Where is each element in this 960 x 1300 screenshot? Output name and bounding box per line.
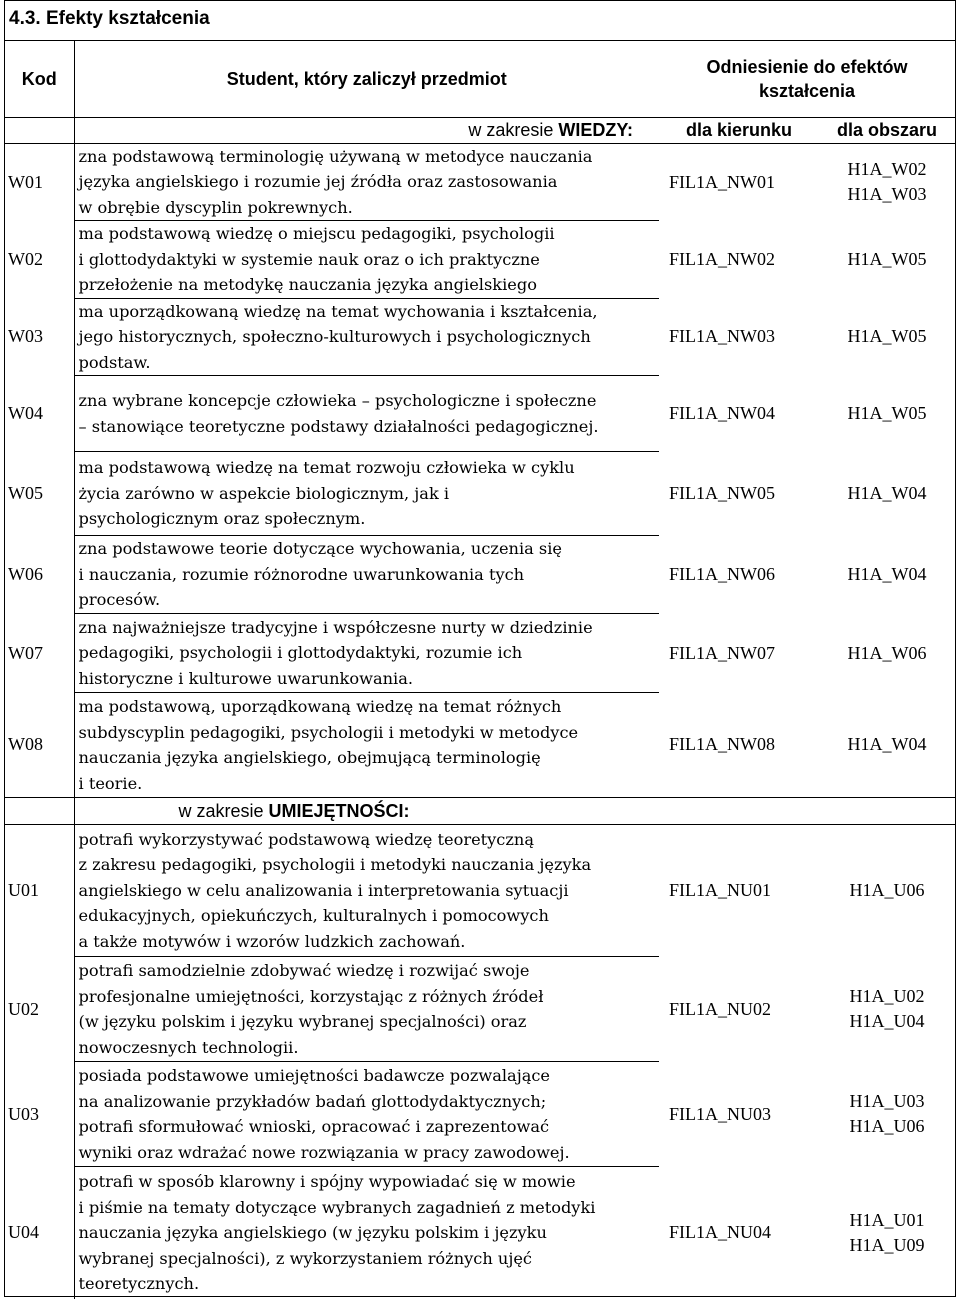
description-line: potrafi samodzielnie zdobywać wiedzę i rozwijać swoje [78,961,530,980]
reference-obszar [819,452,955,536]
description-line: teoretycznych. [78,1274,200,1293]
reference-kierunek: FIL1A_NU04 [669,1222,771,1242]
effects-document [4,0,956,1297]
reference-kierunek: FIL1A_NU01 [669,880,771,901]
obszar-code: H1A_U02 [849,986,925,1006]
header-code: Kod [5,41,74,117]
effect-description [74,1062,659,1167]
reference-obszar [819,957,955,1062]
knowledge-subheader-row [5,117,955,143]
obszar-code: H1A_U06 [849,1116,925,1136]
obszar-code: H1A_W05 [847,326,927,347]
effect-code: W01 [5,143,74,221]
header-reference-line1: Odniesienie do efektów [706,56,908,77]
knowledge-row [5,376,955,452]
knowledge-row [5,693,955,798]
reference-obszar [819,298,955,376]
reference-obszar [819,376,955,452]
description-line: przełożenie na metodykę nauczania języka angielskiego [78,275,537,294]
effect-code: U03 [5,1062,74,1167]
description-line: wybranej specjalności), z wykorzystaniem różnych ujęć [78,1248,533,1268]
knowledge-row [5,143,955,221]
description-line: procesów. [78,590,161,610]
effect-description [74,376,659,452]
reference-kierunek: FIL1A_NU02 [669,998,771,1019]
obszar-code: H1A_W02 [847,159,927,179]
description-line: i glottodydaktyki w systemie nauk oraz o ich praktyczne [78,249,540,269]
knowledge-subheader-code [5,117,74,143]
description-line: ma podstawową wiedzę o miejscu pedagogiki, psychologii [78,224,555,243]
reference-obszar [819,1167,955,1299]
effect-code: W03 [5,298,74,376]
reference-kierunek: FIL1A_NW07 [669,642,775,663]
description-line: ma podstawową, uporządkowaną wiedzę na temat różnych [78,697,562,716]
description-line: a także motywów i wzorów ludzkich zachowań. [78,931,466,951]
effect-description [74,614,659,693]
obszar-code: H1A_U01 [849,1209,925,1230]
effect-description [74,298,659,376]
description-line: posiada podstawowe umiejętności badawcze pozwalające [78,1066,551,1085]
description-line: subdyscyplin pedagogiki, psychologii i metodyki w metodyce [78,722,579,742]
description-line: i teorie. [78,773,143,793]
column-obszar: dla obszaru [819,117,955,143]
description-line: z zakresu pedagogiki, psychologii i metodyki nauczania języka [78,855,592,875]
obszar-code: H1A_U09 [849,1234,925,1255]
effect-description [74,221,659,299]
reference-kierunek: FIL1A_NW05 [669,483,775,503]
skills-subheader-row [5,798,955,825]
reference-kierunek: FIL1A_NW01 [669,171,775,192]
knowledge-row [5,614,955,693]
knowledge-row [5,221,955,299]
effect-code: U04 [5,1167,74,1299]
description-line: nauczania języka angielskiego (w języku polskim i języku [78,1223,547,1242]
description-line: profesjonalne umiejętności, korzystając z różnych źródeł [78,986,544,1006]
obszar-code: H1A_W05 [847,403,927,423]
reference-kierunek: FIL1A_NW06 [669,564,775,584]
reference-obszar [819,614,955,693]
description-line: psychologicznym oraz społecznym. [78,509,366,529]
description-line: jego historycznych, społeczno-kulturowych i psychologicznych [78,327,591,346]
obszar-code: H1A_W04 [847,734,927,755]
header-student: Student, który zaliczył przedmiot [74,41,659,117]
table-header-row [5,41,955,117]
description-line: na analizowanie przykładów badań glottodydaktycznych; [78,1091,547,1111]
obszar-code: H1A_W05 [847,248,927,269]
skill-row [5,1062,955,1167]
effect-code: U01 [5,825,74,957]
knowledge-row [5,536,955,614]
description-line: i nauczania, rozumie różnorodne uwarunkowania tych [78,564,525,584]
description-line: potrafi w sposób klarowny i spójny wypowiadać się w mowie [78,1172,576,1191]
effect-description [74,1167,659,1299]
effect-description [74,452,659,536]
header-reference-line2: kształcenia [758,80,856,101]
reference-obszar [819,1062,955,1167]
description-line: zna wybrane koncepcje człowieka – psychologiczne i społeczne [78,391,597,410]
skill-row [5,1167,955,1299]
reference-obszar [819,221,955,299]
effect-description [74,143,659,221]
obszar-code: H1A_W03 [847,184,927,204]
column-kierunek: dla kierunku [659,117,819,143]
knowledge-subheader [74,117,659,143]
obszar-code: H1A_W04 [847,564,927,584]
description-line: – stanowiące teoretyczne podstawy działalności pedagogicznej. [78,416,599,436]
effects-table [5,41,955,1299]
description-line: podstaw. [78,352,151,372]
effect-code: W04 [5,376,74,452]
knowledge-row [5,298,955,376]
reference-kierunek: FIL1A_NU03 [669,1103,771,1124]
description-line: wyniki oraz wdrażać nowe rozwiązania w pracy zawodowej. [78,1142,570,1162]
skills-subheader [74,798,955,825]
description-line: w obrębie dyscyplin pokrewnych. [78,197,353,217]
description-line: nauczania języka angielskiego, obejmującą terminologię [78,748,541,767]
description-line: i piśmie na tematy dotyczące wybranych zagadnień z metodyki [78,1197,596,1217]
obszar-code: H1A_W06 [847,642,927,663]
description-line: (w języku polskim i języku wybranej specjalności) oraz [78,1012,527,1031]
obszar-code: H1A_W04 [847,483,927,503]
reference-kierunek: FIL1A_NW03 [669,326,775,347]
description-line: potrafi wykorzystywać podstawową wiedzę teoretyczną [78,829,534,849]
effect-code: W08 [5,693,74,798]
description-line: potrafi sformułować wnioski, opracować i zaprezentować [78,1117,550,1136]
effect-code: W07 [5,614,74,693]
description-line: nowoczesnych technologii. [78,1037,299,1057]
effect-code: W06 [5,536,74,614]
skill-row [5,957,955,1062]
description-line: pedagogiki, psychologii i glottodydaktyki, rozumie ich [78,643,523,663]
obszar-code: H1A_U04 [849,1011,925,1031]
reference-obszar [819,536,955,614]
section-title: 4.3. Efekty kształcenia [5,1,955,41]
description-line: historyczne i kulturowe uwarunkowania. [78,668,413,688]
description-line: ma uporządkowaną wiedzę na temat wychowania i kształcenia, [78,301,598,321]
reference-obszar [819,825,955,957]
effect-description [74,536,659,614]
description-line: zna podstawową terminologię używaną w metodyce nauczania [78,146,593,166]
description-line: życia zarówno w aspekcie biologicznym, jak i [78,483,450,503]
effect-description [74,693,659,798]
effect-code: W05 [5,452,74,536]
effect-code: U02 [5,957,74,1062]
reference-obszar [819,693,955,798]
description-line: angielskiego w celu analizowania i interpretowania sytuacji [78,880,569,900]
header-reference [659,41,955,117]
description-line: edukacyjnych, opiekuńczych, kulturalnych i pomocowych [78,906,549,926]
description-line: zna podstawowe teorie dotyczące wychowania, uczenia się [78,539,562,559]
description-line: ma podstawową wiedzę na temat rozwoju człowieka w cyklu [78,458,575,478]
reference-obszar [819,143,955,221]
skills-label: UMIEJĘTNOŚCI: [268,800,410,821]
skills-prefix: w zakresie [178,800,269,821]
description-line: zna najważniejsze tradycyjne i współczesne nurty w dziedzinie [78,617,593,637]
reference-kierunek: FIL1A_NW08 [669,734,775,755]
skill-row [5,825,955,957]
reference-kierunek: FIL1A_NW02 [669,248,775,269]
description-line: języka angielskiego i rozumie jej źródła oraz zastosowania [78,172,558,191]
reference-kierunek: FIL1A_NW04 [669,403,775,423]
knowledge-row [5,452,955,536]
knowledge-prefix: w zakresie [468,119,559,140]
effect-description [74,957,659,1062]
obszar-code: H1A_U06 [849,880,925,901]
effect-description [74,825,659,957]
obszar-code: H1A_U03 [849,1091,925,1111]
effect-code: W02 [5,221,74,299]
knowledge-label: WIEDZY: [558,119,633,140]
skills-subheader-code [5,798,74,825]
